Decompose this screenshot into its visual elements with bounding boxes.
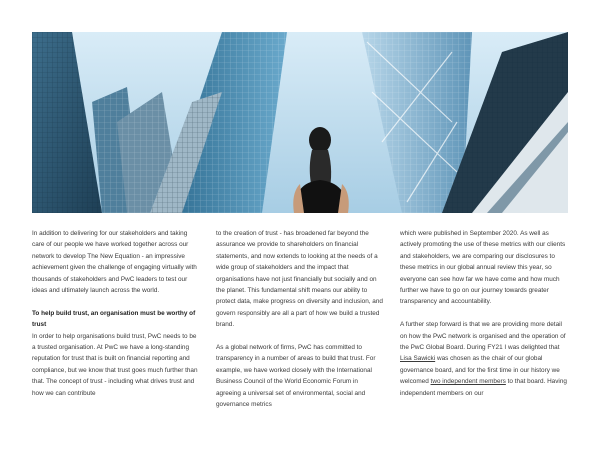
city-skyline-photo [32, 32, 568, 213]
col2-paragraph-1: to the creation of trust - has broadened far beyond the assurance we provide to shareholders on financial statements, and now extends to looking at the needs of a wide group of stakeholders and the impact that organisations have not just financially but socially and on the planet. This fundamental shift means our ability to protect data, make progress on diversity and inclusion, and govern responsibly are all a part of how we build a trusted brand. [216, 230, 383, 329]
link-independent-members[interactable]: two independent members [430, 378, 506, 386]
col2-paragraph-2: As a global network of firms, PwC has committed to transparency in a number of areas to build that trust. For example, we have worked closely with the International Business Council of the World Economic Forum in agreeing a universal set of environmental, social and governance metrics [216, 344, 376, 409]
column-1 [32, 228, 200, 422]
col3-text-c: to that board. Having independent members on our [400, 378, 567, 397]
hero-image [32, 32, 568, 213]
col3-paragraph-2 [400, 319, 568, 399]
col3-paragraph-1: which were published in September 2020. As well as actively promoting the use of these metrics with our clients and stakeholders, we are comparing our disclosures to these metrics in our global annual review this year, so everyone can see how far we have come and how much further we have to go on our journey towards greater transparency and accountability. [400, 230, 566, 306]
link-lisa-sawicki[interactable]: Lisa Sawicki [400, 355, 436, 363]
col3-text-b: was chosen as the chair of our global governance board, and for the first time in our history we welcomed [400, 355, 560, 386]
col1-paragraph-1: In addition to delivering for our stakeholders and taking care of our people we have worked together across our network to develop The New Equation - an impressive achievement given the challenge of engaging virtually with thousands of stakeholders and PwC leaders to test our ideas and ultimately launch across the world. [32, 230, 197, 295]
col3-text-a: A further step forward is that we are providing more detail on how the PwC network is organised and the operation of the PwC Global Board. During FY21 I was delighted that [400, 321, 566, 352]
col1-heading: To help build trust, an organisation must be worthy of trust [32, 309, 196, 329]
column-3 [400, 228, 568, 422]
column-2 [216, 228, 384, 422]
col1-paragraph-2: In order to help organisations build trust, PwC needs to be a trusted organisation. At PwC we have a long-standing reputation for trust that is built on financial reporting and compliance, but we know that trust goes much further than that. The concept of trust - including what drives trust and how we can contribute [32, 332, 198, 397]
